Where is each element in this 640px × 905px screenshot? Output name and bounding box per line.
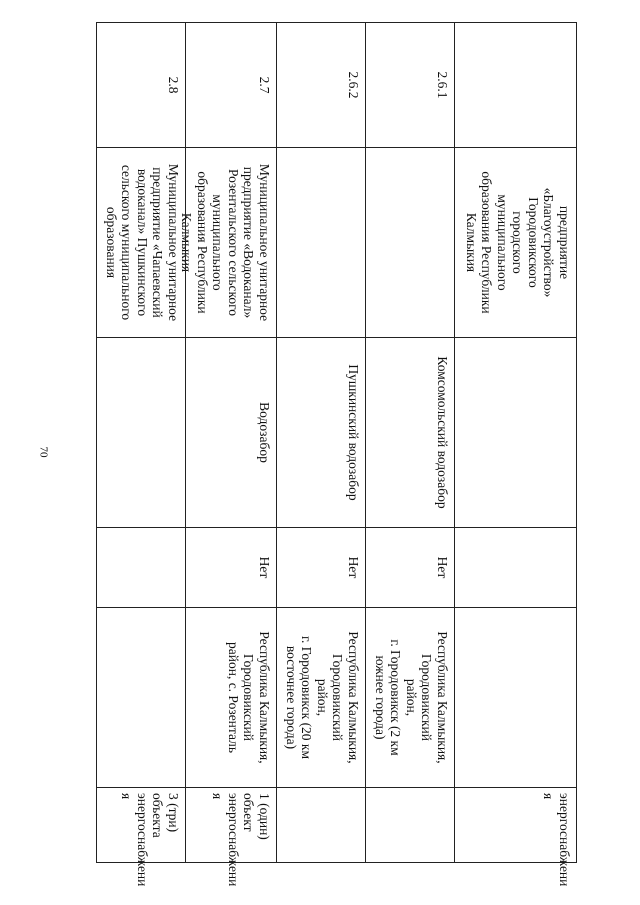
- table-cell-address: [97, 607, 186, 787]
- data-table: [96, 22, 577, 887]
- table-cell-num: 2.6.2: [277, 22, 366, 147]
- table-cell-flag: Нет: [186, 527, 277, 607]
- table-cell-note: [366, 787, 455, 862]
- table-container: [97, 22, 577, 887]
- table-cell-num: [455, 22, 577, 147]
- table-cell-note: 1 (один) объект энергоснабжени я: [186, 787, 277, 862]
- table-cell-flag: Нет: [277, 527, 366, 607]
- table-cell-num: 2.8: [97, 22, 186, 147]
- table-cell-note: 3 (три) объекта энергоснабжени я: [97, 787, 186, 862]
- table-cell-org: Муниципальное унитарное предприятие «Водоканал» Розентальского сельского муниципального образования Республики Калмыкия: [186, 147, 277, 337]
- table-cell-address: Республика Калмыкия, Городовикский район, с. Розенталь: [186, 607, 277, 787]
- table-cell-org: предприятие «Благоустройство» Городовикского городского муниципального образования Республики Калмыкия: [455, 147, 577, 337]
- table-cell-num: 2.7: [186, 22, 277, 147]
- table-cell-note: [277, 787, 366, 862]
- table-cell-object: [97, 337, 186, 527]
- table-cell-flag: [97, 527, 186, 607]
- page-number: 70: [37, 446, 50, 458]
- table-cell-address: Республика Калмыкия, Городовикский район, г. Городовикск (2 км южнее города): [366, 607, 455, 787]
- table-cell-object: Пушкинский водозабор: [277, 337, 366, 527]
- table-cell-org: [277, 147, 366, 337]
- table-cell-object: Водозабор: [186, 337, 277, 527]
- table-cell-org: Муниципальное унитарное предприятие «Чапаевский водоканал» Пушкинского сельского муниципального образования: [97, 147, 186, 337]
- table-cell-address: [455, 607, 577, 787]
- table-cell-num: 2.6.1: [366, 22, 455, 147]
- table-cell-flag: [455, 527, 577, 607]
- table-cell-note: энергоснабжени я: [455, 787, 577, 862]
- table-cell-object: [455, 337, 577, 527]
- table-cell-object: Комсомольский водозабор: [366, 337, 455, 527]
- table-cell-flag: Нет: [366, 527, 455, 607]
- table-cell-address: Республика Калмыкия, Городовикский район, г. Городовикск (20 км восточнее города): [277, 607, 366, 787]
- table-cell-org: [366, 147, 455, 337]
